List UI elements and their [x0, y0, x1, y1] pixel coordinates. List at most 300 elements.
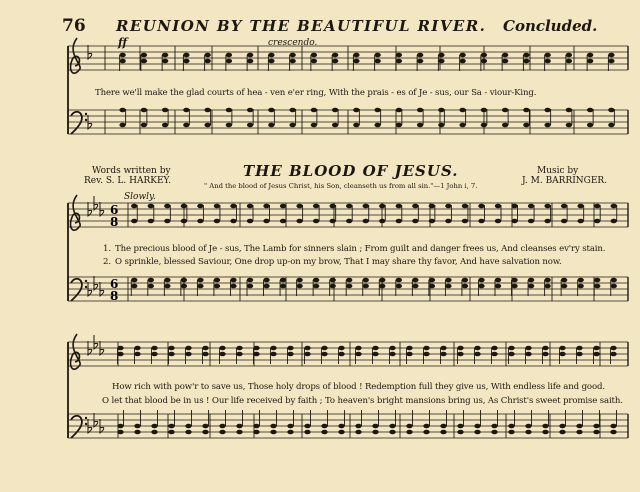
system2-treble-notehead [544, 204, 550, 209]
system1-bass-notehead [544, 123, 550, 128]
system1-treble-notehead [459, 53, 465, 58]
system1-treble-clef [71, 38, 81, 73]
system3-bass-notehead [134, 424, 140, 429]
hymn-title: THE BLOOD OF JESUS. [243, 162, 459, 180]
words-author: Rev. S. L. HARKEY. [84, 176, 172, 186]
system2-bass-notehead [148, 278, 154, 283]
system3-bass-notehead [508, 424, 514, 429]
system3-treble-clef [71, 334, 81, 369]
system2-bass-notehead [247, 284, 253, 289]
system1-bass-notehead [608, 108, 614, 113]
system3-bass-notehead [457, 430, 463, 435]
system3-treble-notehead [440, 346, 446, 351]
system2-bass-notehead [495, 278, 501, 283]
system1-bass-notehead [332, 108, 338, 113]
system2-treble-notehead [528, 219, 534, 224]
system2-treble-notehead [594, 204, 600, 209]
system2-treble-notehead [148, 219, 154, 224]
system3-bass-notehead [355, 430, 361, 435]
system3-bass-notehead [168, 424, 174, 429]
lyric-verse1-line1: The precious blood of Je - sus, The Lamb for sinners slain ; From guilt and danger frees us, And cleanses ev'ry stain. [115, 244, 606, 254]
system1-treble-notehead [119, 59, 125, 64]
system3-treble-notehead [491, 352, 497, 357]
system2-bass-clef [71, 279, 82, 301]
system2-bass-notehead [478, 278, 484, 283]
system1-treble-notehead [247, 53, 253, 58]
system3-treble-notehead [253, 352, 259, 357]
system3-bass-notehead [134, 430, 140, 435]
song-title: REUNION BY THE BEAUTIFUL RIVER. [116, 17, 487, 35]
system1-treble-notehead [289, 59, 295, 64]
system2-bass-notehead [363, 278, 369, 283]
system3-bass-notehead [304, 430, 310, 435]
system3-bass-notehead [389, 430, 395, 435]
system2-treble-notehead [528, 204, 534, 209]
system1-bass-notehead [608, 123, 614, 128]
system2-bass-notehead [164, 278, 170, 283]
system1-treble-notehead [608, 59, 614, 64]
system2-treble-notehead [230, 219, 236, 224]
system2-bass-notehead [429, 284, 435, 289]
system3-bass-notehead [576, 424, 582, 429]
system2-treble-notehead [445, 219, 451, 224]
system2-bass-notehead [594, 278, 600, 283]
system2-bass-notehead [412, 278, 418, 283]
system3-treble-notehead [304, 346, 310, 351]
system3-treble-notehead [576, 346, 582, 351]
system1-bass-notehead [566, 123, 572, 128]
system3-bass-notehead [185, 430, 191, 435]
dynamic-marking: ff [118, 36, 128, 49]
system2-treble-notehead [594, 219, 600, 224]
system2-treble-notehead [561, 219, 567, 224]
system2-bass-notehead [148, 284, 154, 289]
system1-treble-notehead [502, 59, 508, 64]
system3-treble-notehead [423, 352, 429, 357]
system2-bass-notehead [346, 284, 352, 289]
system2-treble-notehead [131, 219, 137, 224]
system2-treble-notehead [197, 204, 203, 209]
system1-bass-notehead [247, 108, 253, 113]
system2-bass-notehead [379, 284, 385, 289]
system3-treble-notehead [474, 346, 480, 351]
system1-bass-notehead [247, 123, 253, 128]
system2-bass-notehead [197, 278, 203, 283]
system2-bass-notehead [329, 284, 335, 289]
system2-treble-notehead [412, 219, 418, 224]
concluded-label: Concluded. [503, 17, 598, 35]
system1-treble-notehead [289, 53, 295, 58]
system2-treble-notehead [181, 204, 187, 209]
system3-treble-notehead [593, 346, 599, 351]
system2-bass-notehead [511, 284, 517, 289]
system3-treble-notehead [542, 352, 548, 357]
system2-treble-notehead [363, 204, 369, 209]
system1-treble-notehead [417, 59, 423, 64]
system1-treble-notehead [374, 59, 380, 64]
system3-treble-notehead [151, 352, 157, 357]
system1-treble-notehead [396, 59, 402, 64]
system3-treble-notehead [270, 346, 276, 351]
system1-bass-notehead [353, 123, 359, 128]
system1-bass-clef [71, 112, 82, 134]
system3-bass-notehead [338, 430, 344, 435]
system2-bass-notehead [577, 278, 583, 283]
system2-bass-notehead [181, 284, 187, 289]
system2-bass-notehead [511, 278, 517, 283]
system3-bass-notehead [389, 424, 395, 429]
system2-treble-notehead [429, 204, 435, 209]
system3-treble-notehead [117, 352, 123, 357]
system1-bass-notehead [119, 123, 125, 128]
system2-treble-notehead [346, 204, 352, 209]
system2-treble-notehead [247, 204, 253, 209]
system2-bass-notehead [528, 278, 534, 283]
system2-treble-notehead [412, 204, 418, 209]
system2-time-top: 6 [110, 203, 119, 217]
system3-treble-notehead [236, 346, 242, 351]
system1-treble-notehead [374, 53, 380, 58]
system1-treble-notehead [204, 53, 210, 58]
system2-treble-notehead [329, 219, 335, 224]
system3-bass-notehead [151, 430, 157, 435]
system3-treble-notehead [406, 346, 412, 351]
system3-bass-notehead [525, 424, 531, 429]
system1-bass-notehead [353, 108, 359, 113]
system1-treble-notehead [587, 59, 593, 64]
system2-bass-notehead [280, 278, 286, 283]
system3-treble-notehead [287, 352, 293, 357]
system3-treble-notehead [185, 352, 191, 357]
system2-bass-notehead [611, 278, 617, 283]
lyric-verse2-line2: O let that blood be in us ! Our life received by faith ; To heaven's bright mansions bring us, As Christ's sweet promise saith. [102, 396, 623, 406]
system1-treble-notehead [332, 59, 338, 64]
system1-treble-notehead [247, 59, 253, 64]
system2-bass-notehead [164, 284, 170, 289]
system3-bass-notehead [321, 424, 327, 429]
system3-treble-notehead [440, 352, 446, 357]
system3-bass-notehead [576, 430, 582, 435]
system3-treble-notehead [168, 352, 174, 357]
system2-treble-notehead [329, 204, 335, 209]
system3-treble-notehead [491, 346, 497, 351]
system3-bass-notehead [236, 430, 242, 435]
system2-bass-notehead [329, 278, 335, 283]
system2-bass-notehead [263, 284, 269, 289]
system2-bass-notehead [296, 278, 302, 283]
system3-bass-notehead [304, 424, 310, 429]
system1-bass-notehead [481, 123, 487, 128]
system2-bass-notehead [181, 278, 187, 283]
system3-bass-notehead [185, 424, 191, 429]
system3-bass-notehead [202, 424, 208, 429]
system2-bass-notehead [197, 284, 203, 289]
system1-bass-notehead [311, 108, 317, 113]
system3-bass-notehead [559, 430, 565, 435]
system2-treble-notehead [396, 219, 402, 224]
system1-bass-notehead [438, 123, 444, 128]
system2-treble-notehead [462, 219, 468, 224]
system1-bass-clef-dot [85, 119, 87, 121]
system2-treble-notehead [561, 204, 567, 209]
system1-bass-notehead [438, 108, 444, 113]
system3-treble-notehead [236, 352, 242, 357]
system1-bass-notehead [587, 123, 593, 128]
system1-bass-notehead [141, 108, 147, 113]
system3-bass-notehead [117, 424, 123, 429]
system1-treble-notehead [502, 53, 508, 58]
system2-bass-notehead [528, 284, 534, 289]
system2-treble-notehead [181, 219, 187, 224]
system1-bass-notehead [459, 108, 465, 113]
system3-bass-notehead [440, 424, 446, 429]
system2-bass-notehead [429, 278, 435, 283]
system2-bass-notehead [363, 284, 369, 289]
system3-treble-notehead [406, 352, 412, 357]
system2-treble-notehead [544, 219, 550, 224]
system3-bass-notehead [372, 430, 378, 435]
system3-treble-notehead [457, 346, 463, 351]
system3-bass-notehead [610, 424, 616, 429]
system1-bass-notehead [226, 108, 232, 113]
system1-bass-notehead [204, 108, 210, 113]
system1-bass-notehead [587, 108, 593, 113]
system3-bass-notehead [321, 430, 327, 435]
system1-bass-notehead [417, 123, 423, 128]
system2-bass-clef-dot [85, 286, 87, 288]
system3-treble-notehead [423, 346, 429, 351]
system1-treble-notehead [162, 59, 168, 64]
system3-treble-notehead [508, 346, 514, 351]
system2-bass-notehead [230, 278, 236, 283]
system2-treble-notehead [577, 219, 583, 224]
system3-treble-notehead [525, 346, 531, 351]
system1-bass-notehead [226, 123, 232, 128]
system3-treble-notehead [185, 346, 191, 351]
system1-treble-notehead [459, 59, 465, 64]
system1-treble-notehead [332, 53, 338, 58]
system2-treble-notehead [478, 204, 484, 209]
system2-treble-notehead [313, 219, 319, 224]
system3-treble-notehead [542, 346, 548, 351]
system3-bass-notehead [474, 424, 480, 429]
system2-bass-notehead [263, 278, 269, 283]
system2-treble-notehead [346, 219, 352, 224]
system1-treble-notehead [162, 53, 168, 58]
system3-treble-notehead [457, 352, 463, 357]
system1-bass-notehead [523, 108, 529, 113]
system3-treble-notehead [576, 352, 582, 357]
system1-treble-notehead [587, 53, 593, 58]
system2-bass-notehead [296, 284, 302, 289]
verse2-number: 2. [103, 257, 111, 267]
system1-treble-notehead [353, 53, 359, 58]
system3-bass-notehead [287, 430, 293, 435]
system2-time-bottom: 8 [110, 289, 119, 303]
system3-bass-notehead [406, 424, 412, 429]
system2-bass-notehead [379, 278, 385, 283]
tempo-marking: Slowly. [124, 192, 156, 202]
system1-treble-notehead [226, 53, 232, 58]
system3-bass-notehead [542, 430, 548, 435]
system3-treble-notehead [355, 352, 361, 357]
system2-treble-notehead [214, 204, 220, 209]
system1-treble-notehead [523, 53, 529, 58]
system2-bass-clef-dot [85, 280, 87, 282]
system1-treble-notehead [481, 53, 487, 58]
system2-treble-notehead [263, 219, 269, 224]
system3-treble-notehead [508, 352, 514, 357]
system2-treble-clef [71, 195, 81, 230]
system2-treble-notehead [230, 204, 236, 209]
system1-treble-notehead [481, 59, 487, 64]
system3-bass-clef-dot [85, 417, 87, 419]
system1-treble-notehead [183, 53, 189, 58]
system1-bass-notehead [141, 123, 147, 128]
system2-bass-notehead [478, 284, 484, 289]
system2-treble-notehead [478, 219, 484, 224]
system2-treble-notehead [164, 204, 170, 209]
system3-bass-notehead [270, 430, 276, 435]
system2-bass-notehead [214, 284, 220, 289]
system2-treble-notehead [495, 219, 501, 224]
system1-bass-notehead [544, 108, 550, 113]
system1-bass-notehead [268, 123, 274, 128]
system3-bass-notehead [423, 430, 429, 435]
system1-treble-notehead [311, 59, 317, 64]
system3-bass-clef-dot [85, 423, 87, 425]
system3-treble-notehead [253, 346, 259, 351]
lyric-verse2-line1: O sprinkle, blessed Saviour, One drop up-on my brow, That I may share thy favor, And have salvation now. [115, 257, 562, 267]
system2-treble-notehead [164, 219, 170, 224]
system1-bass-notehead [332, 123, 338, 128]
system1-treble-notehead [438, 53, 444, 58]
system2-bass-notehead [445, 284, 451, 289]
system3-bass-notehead [151, 424, 157, 429]
system1-treble-notehead [566, 53, 572, 58]
system2-treble-notehead [247, 219, 253, 224]
system1-treble-notehead [566, 59, 572, 64]
scripture-epigraph: " And the blood of Jesus Christ, his Son, cleanseth us from all sin."—1 John i, 7. [204, 182, 478, 190]
system2-treble-notehead [148, 204, 154, 209]
system2-bass-notehead [462, 284, 468, 289]
system3-bass-notehead [474, 430, 480, 435]
system2-treble-notehead [379, 204, 385, 209]
system3-treble-notehead [338, 346, 344, 351]
music-label: Music by [537, 166, 579, 176]
system3-bass-notehead [406, 430, 412, 435]
system1-bass-notehead [566, 108, 572, 113]
system1-bass-notehead [502, 108, 508, 113]
system2-bass-notehead [445, 278, 451, 283]
system3-bass-notehead [491, 424, 497, 429]
system2-treble-notehead [379, 219, 385, 224]
system2-bass-notehead [495, 284, 501, 289]
music-author: J. M. BARRINGER. [522, 176, 608, 186]
system2-treble-notehead [511, 204, 517, 209]
system3-treble-notehead [219, 352, 225, 357]
system2-treble-notehead [611, 219, 617, 224]
system3-bass-notehead [287, 424, 293, 429]
system3-treble-notehead [287, 346, 293, 351]
system3-bass-notehead [117, 430, 123, 435]
system1-bass-notehead [374, 123, 380, 128]
system3-treble-notehead [219, 346, 225, 351]
page-number: 76 [62, 16, 86, 36]
system2-treble-notehead [296, 204, 302, 209]
system3-bass-notehead [559, 424, 565, 429]
system3-treble-notehead [389, 352, 395, 357]
system1-bass-notehead [396, 108, 402, 113]
system3-bass-notehead [219, 430, 225, 435]
system2-treble-notehead [396, 204, 402, 209]
system2-bass-notehead [561, 284, 567, 289]
system1-bass-notehead [162, 108, 168, 113]
system3-treble-notehead [593, 352, 599, 357]
system2-bass-notehead [131, 278, 137, 283]
system3-treble-notehead [355, 346, 361, 351]
system1-bass-notehead [119, 108, 125, 113]
system1-bass-notehead [183, 108, 189, 113]
system3-bass-notehead [253, 424, 259, 429]
system1-bass-notehead [183, 123, 189, 128]
system3-bass-notehead [236, 424, 242, 429]
system3-bass-notehead [610, 430, 616, 435]
system2-bass-notehead [280, 284, 286, 289]
system3-treble-notehead [202, 352, 208, 357]
system3-bass-notehead [491, 430, 497, 435]
verse1-number: 1. [103, 244, 111, 254]
system1-bass-notehead [481, 108, 487, 113]
system1-treble-notehead [311, 53, 317, 58]
system3-treble-notehead [134, 352, 140, 357]
system2-treble-notehead [611, 204, 617, 209]
system1-treble-notehead [544, 59, 550, 64]
system1-treble-notehead [417, 53, 423, 58]
system3-treble-notehead [304, 352, 310, 357]
system2-bass-notehead [462, 278, 468, 283]
system3-treble-notehead [321, 346, 327, 351]
system1-bass-notehead [523, 123, 529, 128]
system2-bass-notehead [131, 284, 137, 289]
system1-bass-notehead [417, 108, 423, 113]
system3-treble-notehead [151, 346, 157, 351]
lyric-verse1-line2: How rich with pow'r to save us, Those holy drops of blood ! Redemption full they give us, With endless life and good. [112, 382, 605, 392]
system1-bass-notehead [311, 123, 317, 128]
system2-bass-notehead [396, 278, 402, 283]
system2-treble-notehead [214, 219, 220, 224]
words-label: Words written by [92, 166, 171, 176]
system2-treble-notehead [280, 219, 286, 224]
system2-treble-notehead [313, 204, 319, 209]
system2-treble-notehead [296, 219, 302, 224]
system3-treble-notehead [559, 346, 565, 351]
system2-bass-notehead [611, 284, 617, 289]
system3-bass-notehead [593, 424, 599, 429]
system2-treble-notehead [280, 204, 286, 209]
system3-bass-notehead [525, 430, 531, 435]
system3-treble-notehead [117, 346, 123, 351]
system3-bass-notehead [593, 430, 599, 435]
system2-time-bottom: 8 [110, 215, 119, 229]
system2-treble-notehead [197, 219, 203, 224]
system2-treble-notehead [462, 204, 468, 209]
system3-treble-notehead [525, 352, 531, 357]
system1-bass-notehead [204, 123, 210, 128]
system1-treble-notehead [353, 59, 359, 64]
crescendo-marking: crescendo. [268, 38, 318, 48]
system3-treble-notehead [270, 352, 276, 357]
